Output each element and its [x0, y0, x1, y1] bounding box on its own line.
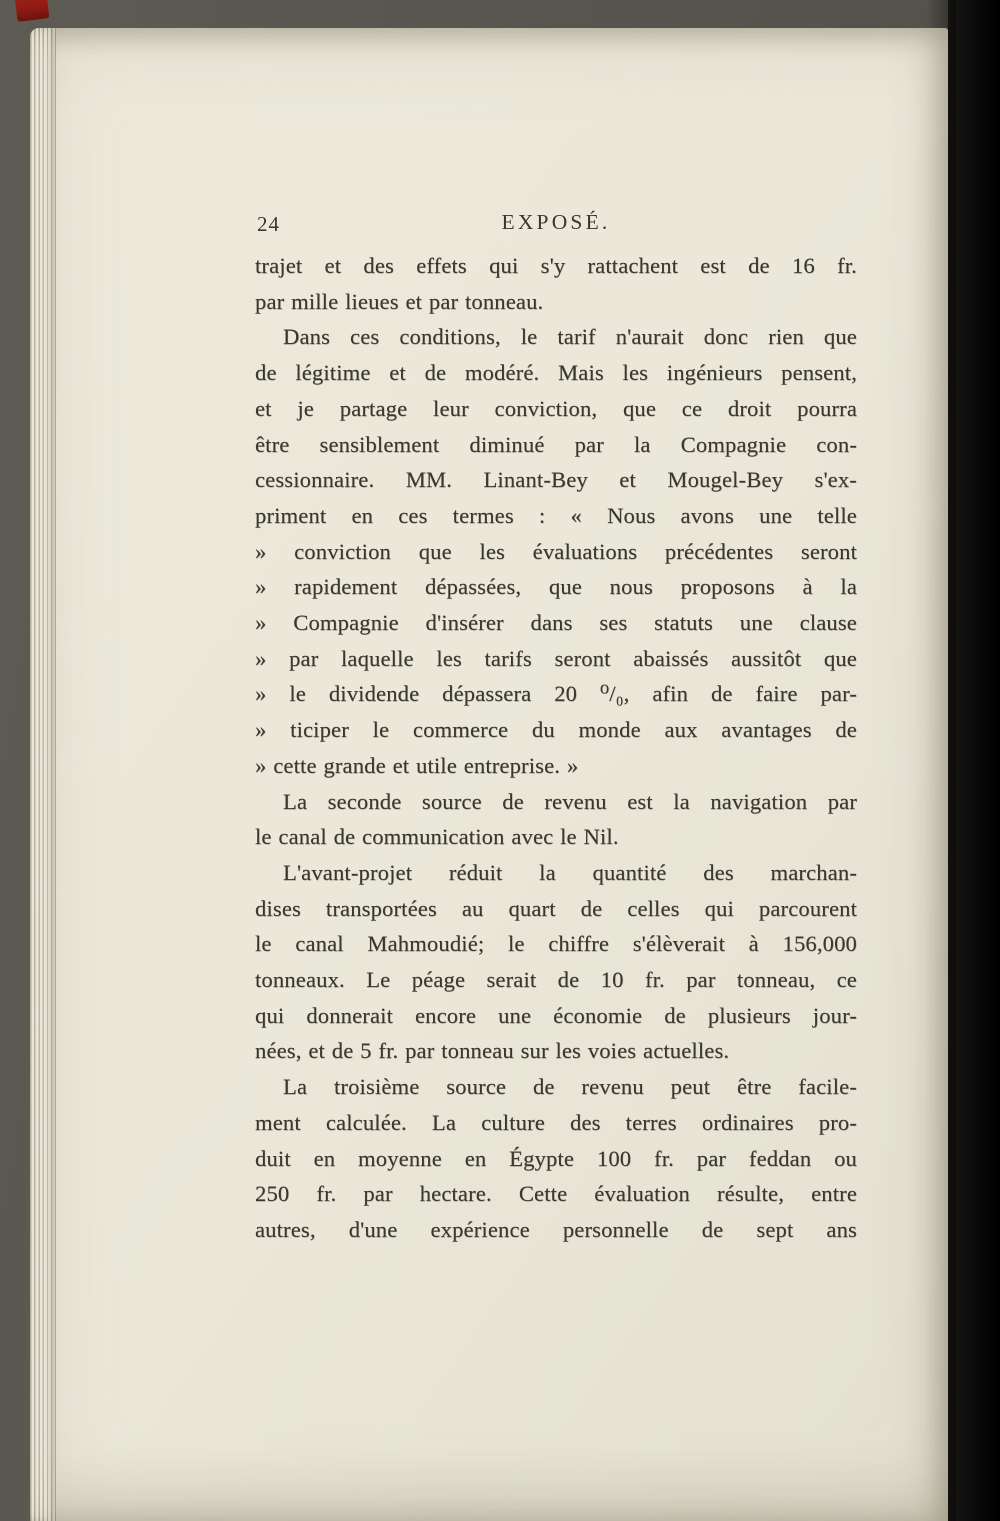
- body-text: [255, 248, 857, 1248]
- text-line: La troisième source de revenu peut être facile-: [283, 1074, 857, 1100]
- text-line: le canal Mahmoudié; le chiffre s'élèverait à 156,000: [255, 931, 857, 957]
- text-line: le canal de communication avec le Nil.: [255, 824, 619, 850]
- text-line: cessionnaire. MM. Linant-Bey et Mougel-Bey s'ex-: [255, 467, 857, 493]
- text-line: dises transportées au quart de celles qui parcourent: [255, 895, 857, 921]
- text-line: » le dividende dépassera 20 ⁰/₀, afin de faire par-: [255, 681, 857, 707]
- text-line: nées, et de 5 fr. par tonneau sur les voies actuelles.: [255, 1038, 730, 1064]
- text-line: par mille lieues et par tonneau.: [255, 288, 544, 314]
- text-line: » conviction que les évaluations précédentes seront: [255, 538, 857, 564]
- text-line: » rapidement dépassées, que nous proposons à la: [255, 574, 857, 600]
- text-line: et je partage leur conviction, que ce droit pourra: [255, 395, 857, 421]
- page: [30, 28, 948, 1521]
- text-line: tonneaux. Le péage serait de 10 fr. par tonneau, ce: [255, 967, 857, 993]
- text-line: être sensiblement diminué par la Compagnie con-: [255, 431, 857, 457]
- red-bookmark: [15, 0, 50, 22]
- text-line: qui donnerait encore une économie de plusieurs jour-: [255, 1002, 857, 1028]
- text-line: L'avant-projet réduit la quantité des marchan-: [283, 859, 857, 885]
- text-line: 250 fr. par hectare. Cette évaluation résulte, entre: [255, 1181, 857, 1207]
- page-edges: [30, 28, 56, 1521]
- text-line: » ticiper le commerce du monde aux avantages de: [255, 717, 857, 743]
- text-line: duit en moyenne en Égypte 100 fr. par feddan ou: [255, 1145, 857, 1171]
- text-line: priment en ces termes : « Nous avons une telle: [255, 502, 857, 528]
- text-line: ment calculée. La culture des terres ordinaires pro-: [255, 1109, 857, 1135]
- text-line: trajet et des effets qui s'y rattachent est de 16 fr.: [255, 253, 857, 278]
- page-number: 24: [257, 212, 280, 236]
- running-title: EXPOSÉ.: [501, 210, 611, 234]
- text-line: » cette grande et utile entreprise. »: [255, 752, 579, 778]
- text-line: de légitime et de modéré. Mais les ingénieurs pensent,: [255, 360, 857, 386]
- text-line: Dans ces conditions, le tarif n'aurait donc rien que: [283, 324, 857, 350]
- text-line: La seconde source de revenu est la navigation par: [283, 788, 857, 814]
- page-header: [255, 210, 857, 235]
- text-line: autres, d'une expérience personnelle de sept ans: [255, 1216, 857, 1242]
- text-line: » par laquelle les tarifs seront abaissés aussitôt que: [255, 645, 857, 671]
- text-line: » Compagnie d'insérer dans ses statuts une clause: [255, 610, 857, 636]
